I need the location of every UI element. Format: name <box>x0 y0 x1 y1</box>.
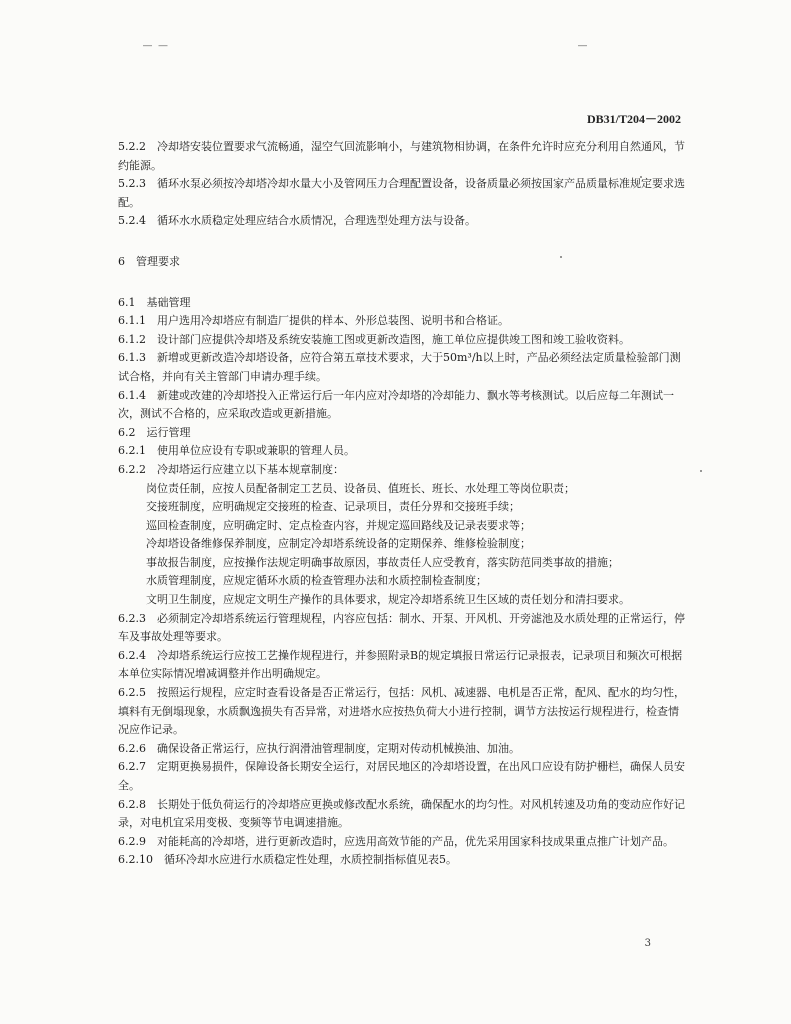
regulation-item: 事故报告制度，应按操作法规定明确事故原因，事故责任人应受教育，落实防范同类事故的措施； <box>146 555 619 569</box>
regulation-item: 文明卫生制度，应规定文明生产操作的具体要求，规定冷却塔系统卫生区域的责任划分和清扫要求。 <box>146 593 630 607</box>
clause-5-2-4: 5.2.4 循环水水质稳定处理应结合水质情况，合理选型处理方法与设备。 <box>118 214 476 228</box>
scan-noise-mark: — — <box>143 40 170 50</box>
regulation-item: 交接班制度，应明确规定交接班的检查、记录项目，责任分界和交接班手续； <box>146 500 520 514</box>
clause-6-2-9: 6.2.9 对能耗高的冷却塔，进行更新改造时，应选用高效节能的产品，优先采用国家科技成果重点推广计划产品。 <box>118 834 674 848</box>
clause-5-2-3: 5.2.3 循环水泵必须按冷却塔冷却水量大小及管网压力合理配置设备，设备质量必须按国家产品质量标准规定要求选配。 <box>118 177 685 209</box>
section-6-2-title: 6.2 运行管理 <box>118 425 191 439</box>
page-number: 3 <box>644 938 651 949</box>
clause-6-2-4: 6.2.4 冷却塔系统运行应按工艺操作规程进行，并参照附录B的规定填报日常运行记录报表，记录项目和频次可根据本单位实际情况增减调整并作出明确规定。 <box>118 648 683 681</box>
clause-6-1-1: 6.1.1 用户选用冷却塔应有制造厂提供的样本、外形总装图、说明书和合格证。 <box>118 314 509 328</box>
regulation-item: 巡回检查制度，应明确定时、定点检查内容，并规定巡回路线及记录表要求等； <box>146 518 531 532</box>
scan-noise-mark: — <box>578 40 589 50</box>
clause-6-2-5: 6.2.5 按照运行规程，应定时查看设备是否正常运行，包括：风机、减速器、电机是否正常，配风、配水的均匀性，填料有无倒塌现象，水质飘逸损失有否异常，对进塔水应按热负荷大小进行控制，调节方法按运行规程进行，检查情况应作记录。 <box>118 686 685 737</box>
clause-6-1-2: 6.1.2 设计部门应提供冷却塔及系统安装施工图或更新改造图，施工单位应提供竣工图和竣工验收资料。 <box>118 332 630 346</box>
standard-code-header: DB31/T204－2002 <box>586 112 681 126</box>
scan-speck <box>700 470 702 472</box>
clause-6-2-8: 6.2.8 长期处于低负荷运行的冷却塔应更换或修改配水系统，确保配水的均匀性。对风机转速及功角的变动应作好记录，对电机宜采用变极、变频等节电调速措施。 <box>118 797 685 830</box>
clause-6-2-7: 6.2.7 定期更换易损件，保障设备长期安全运行，对居民地区的冷却塔设置，在出风口应设有防护栅栏，确保人员安全。 <box>118 760 685 792</box>
clause-6-1-4: 6.1.4 新建或改建的冷却塔投入正常运行后一年内应对冷却塔的冷却能力、飘水等考核测试。以后应每二年测试一次，测试不合格的，应采取改造或更新措施。 <box>118 388 674 421</box>
regulation-item: 水质管理制度，应规定循环水质的检查管理办法和水质控制检查制度； <box>146 574 487 588</box>
clause-5-2-2: 5.2.2 冷却塔安装位置要求气流畅通，湿空气回流影响小，与建筑物相协调，在条件允许时应充分利用自然通风，节约能源。 <box>118 140 685 172</box>
section-6-title: 6 管理要求 <box>118 254 180 268</box>
clause-6-2-3: 6.2.3 必须制定冷却塔系统运行管理规程，内容应包括：制水、开泵、开风机、开旁滤池及水质处理的正常运行，停车及事故处理等要求。 <box>118 611 685 644</box>
document-body <box>118 138 686 870</box>
clause-6-2-1: 6.2.1 使用单位应设有专职或兼职的管理人员。 <box>118 444 355 458</box>
clause-6-2-6: 6.2.6 确保设备正常运行，应执行润滑油管理制度，定期对传动机械换油、加油。 <box>118 741 520 755</box>
regulation-item: 岗位责任制，应按人员配备制定工艺员、设备员、值班长、班长、水处理工等岗位职责； <box>146 481 575 495</box>
clause-6-2-2: 6.2.2 冷却塔运行应建立以下基本规章制度： <box>118 462 344 476</box>
clause-6-2-10: 6.2.10 循环冷却水应进行水质稳定性处理，水质控制指标值见表5。 <box>118 853 457 867</box>
section-6-1-title: 6.1 基础管理 <box>118 295 191 309</box>
clause-6-1-3: 6.1.3 新增或更新改造冷却塔设备，应符合第五章技术要求，大于50m³/h以上时，产品必须经法定质量检验部门测试合格，并向有关主管部门申请办理手续。 <box>118 351 681 383</box>
regulation-item: 冷却塔设备维修保养制度，应制定冷却塔系统设备的定期保养、维修检验制度； <box>146 537 531 551</box>
